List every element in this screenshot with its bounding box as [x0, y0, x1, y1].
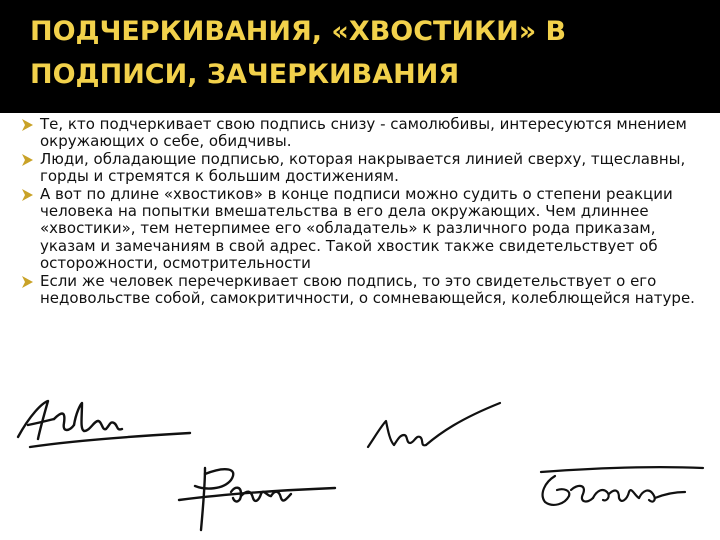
bullet-item [22, 116, 712, 151]
title-bar [0, 0, 720, 113]
bullet-text: Люди, обладающие подписью, которая накрывается линией сверху, тщеславны, горды и стремятся к большим достижениям. [40, 149, 686, 186]
bullet-item [22, 273, 712, 308]
signature-overlined [535, 460, 710, 520]
signature-underlined [10, 395, 210, 455]
bullet-text: А вот по длине «хвостиков» в конце подписи можно судить о степени реакции человека на попытки вмешательства в его дела окружающих. Чем длиннее «хвостики», тем нетерпимее его «обладатель» к различного рода приказам, указам и замечаниям в свой адрес. Такой хвостик также свидетельствует об осторожности, осмотрительности [40, 184, 673, 273]
bullet-text: Те, кто подчеркивает свою подпись снизу - самолюбивы, интересуются мнением окружающих о себе, обидчивы. [40, 115, 687, 151]
signature-examples [0, 395, 720, 540]
arrowhead-bullet-icon [22, 119, 33, 131]
arrowhead-bullet-icon [22, 276, 33, 288]
bullet-item [22, 151, 712, 186]
bullet-list [22, 116, 712, 307]
arrowhead-bullet-icon [22, 154, 33, 166]
slide-title: ПОДЧЕРКИВАНИЯ, «ХВОСТИКИ» В ПОДПИСИ, ЗАЧЕРКИВАНИЯ [30, 16, 567, 90]
bullet-item [22, 186, 712, 273]
bullet-text: Если же человек перечеркивает свою подпись, то это свидетельствует о его недовольстве собой, самокритичности, о сомневающейся, колеблющейся натуре. [40, 271, 695, 308]
signature-crossed [175, 460, 355, 540]
signature-long-tail [360, 395, 520, 465]
arrowhead-bullet-icon [22, 189, 33, 201]
